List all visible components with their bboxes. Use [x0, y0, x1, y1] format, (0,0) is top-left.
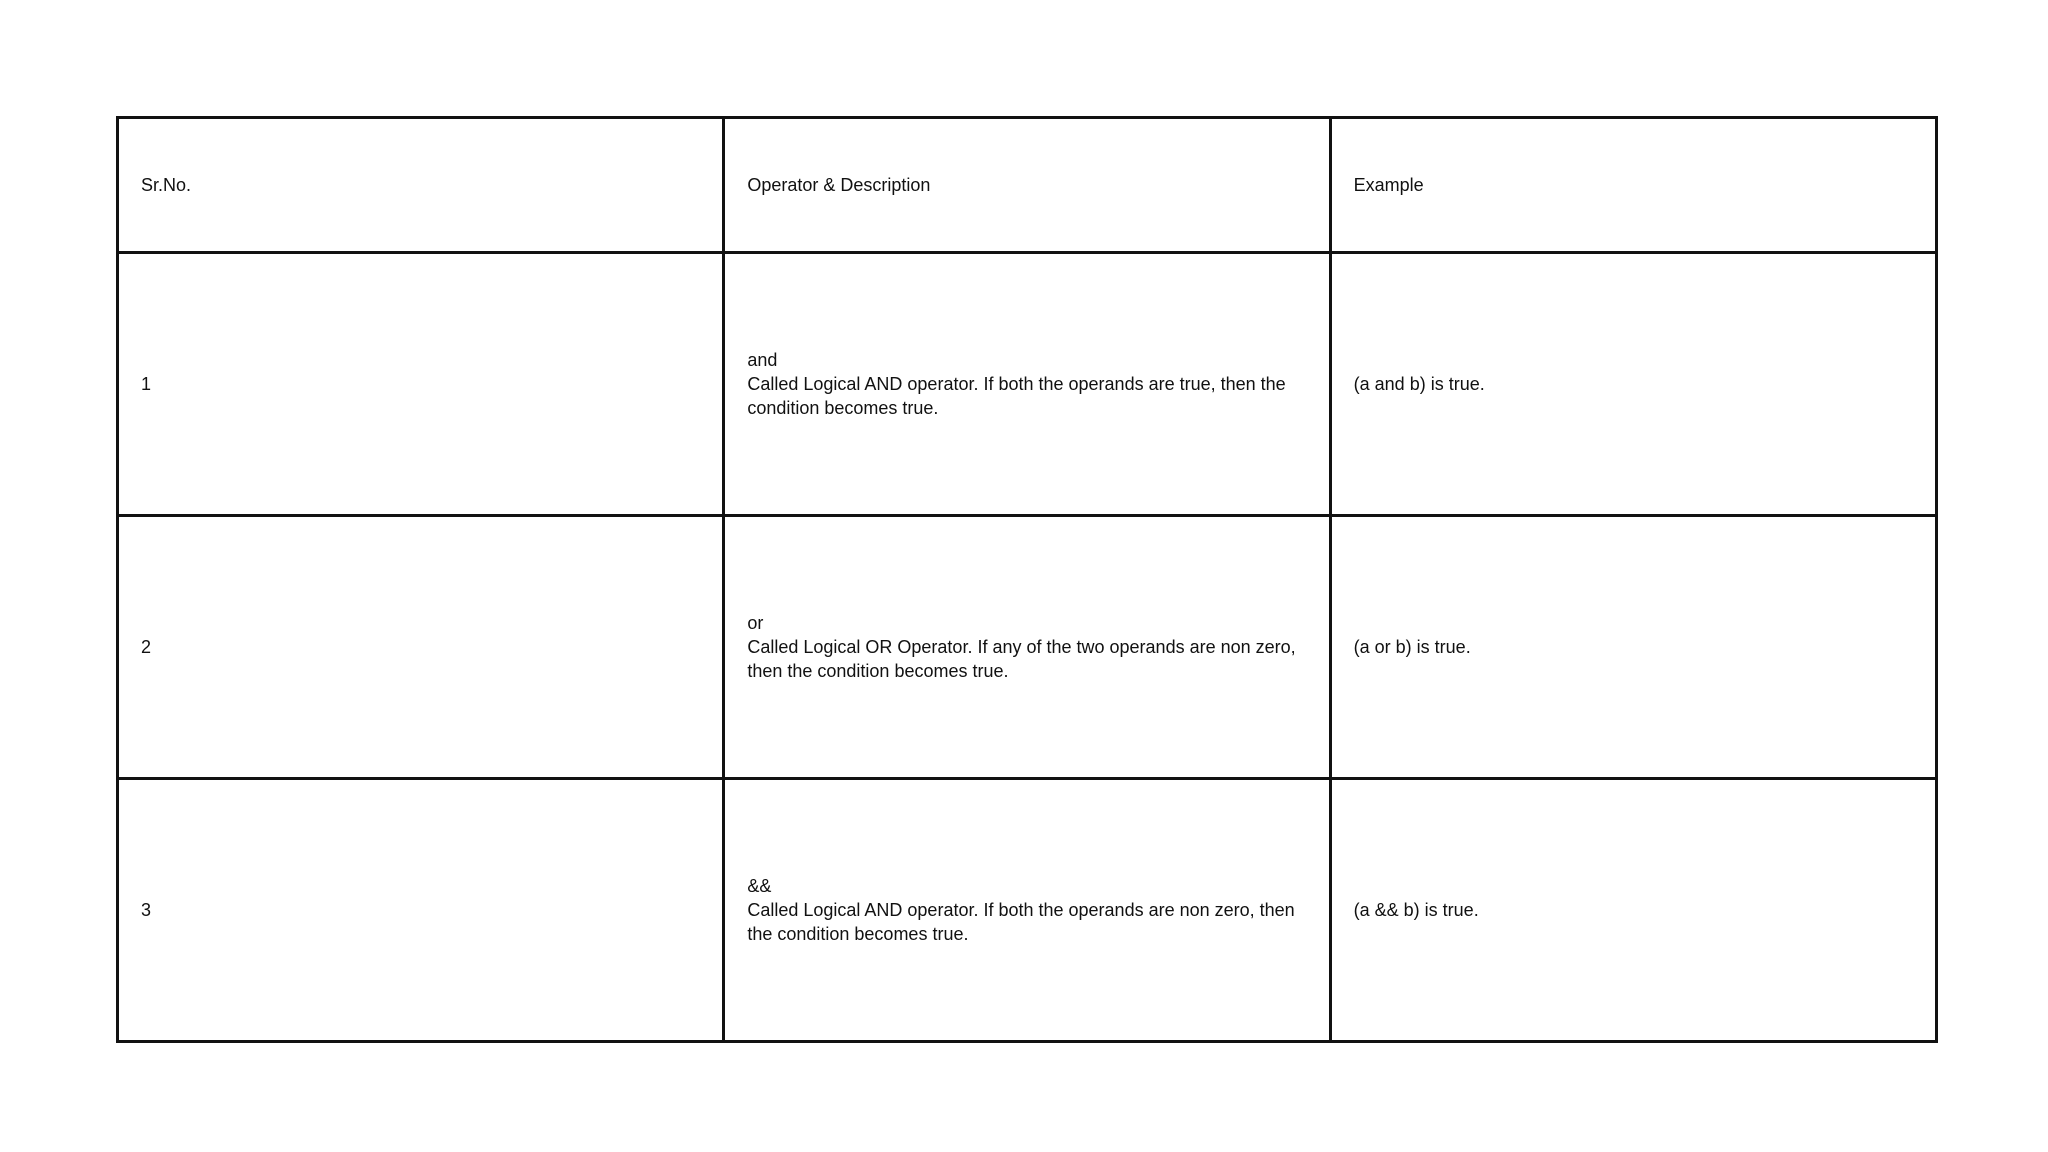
cell-example: (a and b) is true. — [1330, 253, 1936, 516]
operator-description: Called Logical AND operator. If both the operands are non zero, then the condition becomes true. — [747, 900, 1295, 944]
operator-symbol: && — [747, 876, 772, 896]
header-operator-description: Operator & Description — [724, 118, 1330, 253]
cell-example: (a && b) is true. — [1330, 779, 1936, 1042]
cell-sr-no: 3 — [118, 779, 724, 1042]
cell-sr-no: 1 — [118, 253, 724, 516]
table-header-row — [118, 118, 1937, 253]
cell-example: (a or b) is true. — [1330, 516, 1936, 779]
header-example: Example — [1330, 118, 1936, 253]
cell-operator-description — [724, 779, 1330, 1042]
operator-symbol: or — [747, 613, 764, 633]
cell-operator-description — [724, 253, 1330, 516]
cell-operator-description — [724, 516, 1330, 779]
table-row — [118, 516, 1937, 779]
operator-symbol: and — [747, 350, 778, 370]
logical-operators-table — [116, 116, 1938, 1043]
cell-sr-no: 2 — [118, 516, 724, 779]
operator-description: Called Logical OR Operator. If any of the two operands are non zero, then the condition becomes true. — [747, 637, 1296, 681]
table-row — [118, 779, 1937, 1042]
table-row — [118, 253, 1937, 516]
operator-description: Called Logical AND operator. If both the operands are true, then the condition becomes true. — [747, 374, 1286, 418]
header-sr-no: Sr.No. — [118, 118, 724, 253]
